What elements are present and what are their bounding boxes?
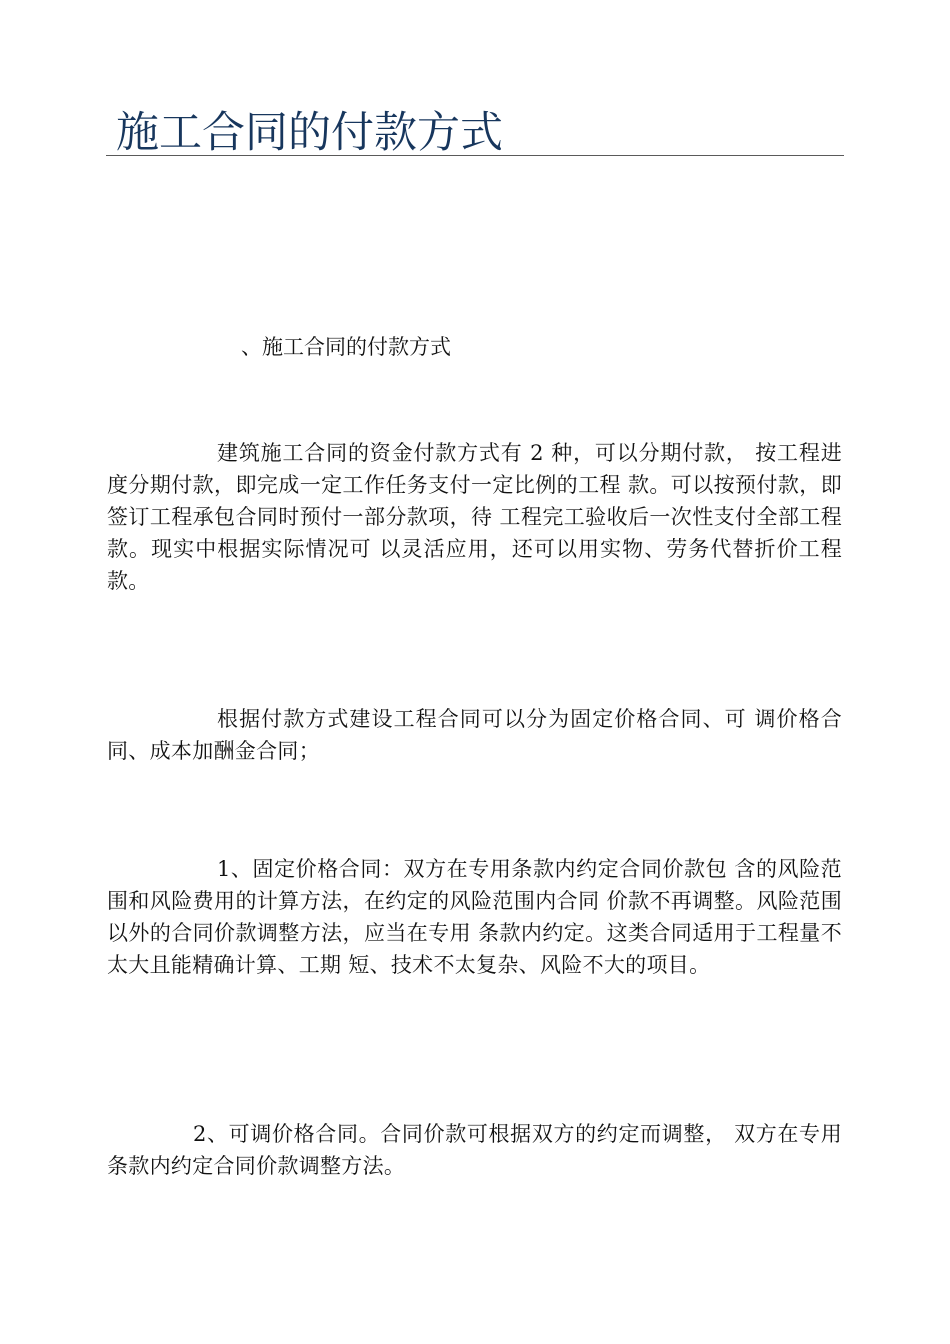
paragraph-adjustable-price-contract: 2、可调价格合同。合同价款可根据双方的约定而调整， 双方在专用条款内约定合同价款调整方法。	[107, 1122, 842, 1178]
document-title: 施工合同的付款方式	[116, 108, 503, 158]
title-underline	[106, 155, 844, 156]
paragraph-payment-methods: 建筑施工合同的资金付款方式有 2 种，可以分期付款， 按工程进度分期付款，即完成一定工作任务支付一定比例的工程 款。可以按预付款，即签订工程承包合同时预付一部分款项，待 工程完工验收后一次性支付全部工程款。现实中根据实际情况可 以灵活应用，还可以用实物、劳务代替折价工程款。	[107, 441, 842, 593]
paragraph-contract-types: 根据付款方式建设工程合同可以分为固定价格合同、可 调价格合同、成本加酬金合同；	[107, 707, 842, 763]
section-heading: 、施工合同的付款方式	[241, 335, 451, 359]
paragraph-fixed-price-contract: 1、固定价格合同：双方在专用条款内约定合同价款包 含的风险范围和风险费用的计算方法，在约定的风险范围内合同 价款不再调整。风险范围以外的合同价款调整方法，应当在专用 条款内约定。这类合同适用于工程量不太大且能精确计算、工期 短、技术不太复杂、风险不大的项目。	[107, 857, 842, 977]
